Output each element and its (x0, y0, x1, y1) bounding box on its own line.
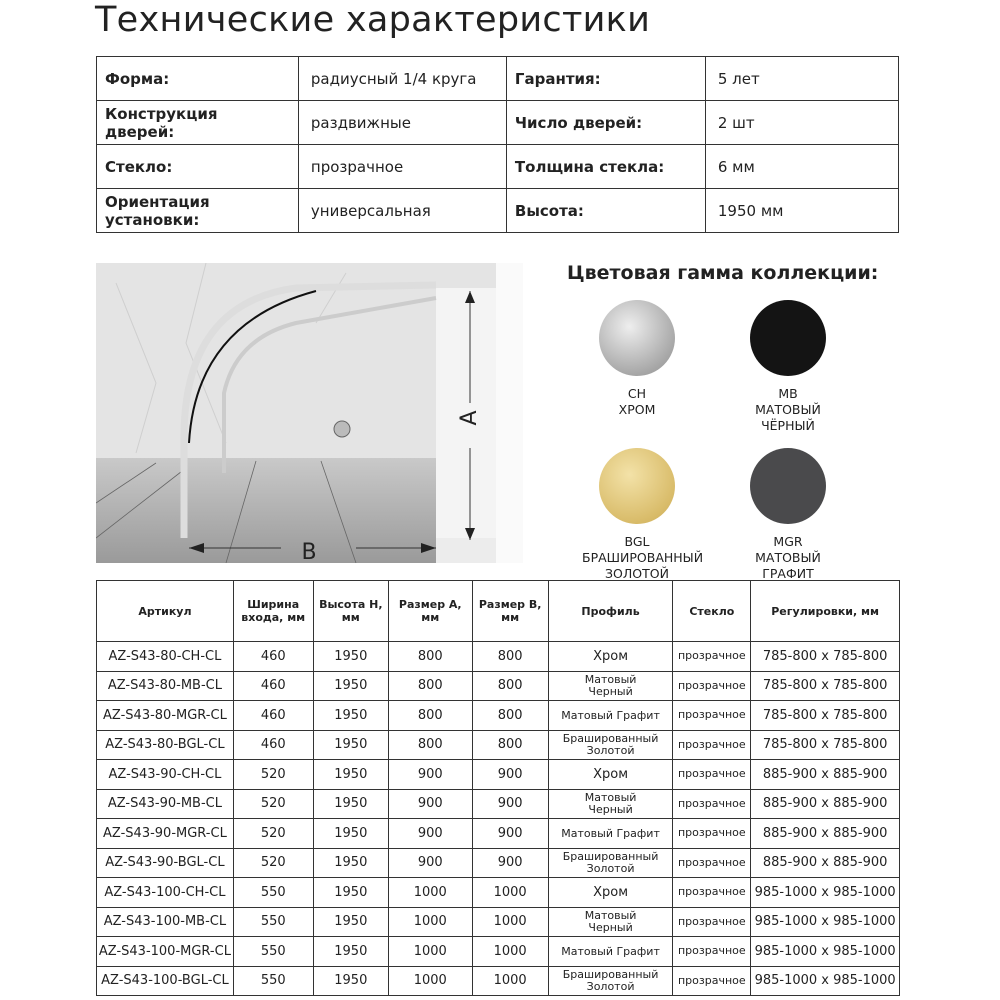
table-cell: 520 (233, 789, 313, 819)
models-table (96, 580, 900, 996)
table-cell: AZ-S43-90-BGL-CL (97, 848, 234, 878)
table-cell: прозрачное (673, 848, 751, 878)
table-cell: AZ-S43-80-CH-CL (97, 642, 234, 672)
table-cell: Матовый Графит (548, 819, 673, 849)
spec-key: Конструкция дверей: (97, 101, 299, 145)
spec-value: 5 лет (705, 57, 898, 101)
dimension-b-label: B (301, 540, 317, 563)
table-cell: 800 (389, 701, 473, 731)
table-cell: Брашированный Золотой (548, 730, 673, 760)
table-cell: 900 (389, 848, 473, 878)
spec-value: радиусный 1/4 круга (298, 57, 506, 101)
table-cell: 900 (472, 819, 548, 849)
table-row (97, 937, 900, 967)
table-cell: 520 (233, 760, 313, 790)
table-cell: 985-1000 x 985-1000 (751, 878, 900, 908)
table-cell: 885-900 x 885-900 (751, 760, 900, 790)
spec-key: Гарантия: (506, 57, 705, 101)
table-cell: 900 (472, 789, 548, 819)
table-row (97, 878, 900, 908)
table-cell: 1950 (313, 819, 388, 849)
column-header: Регулировки, мм (751, 581, 900, 642)
table-cell: прозрачное (673, 789, 751, 819)
table-row (97, 907, 900, 937)
spec-value: 1950 мм (705, 189, 898, 233)
color-name: БРАШИРОВАННЫЙ ЗОЛОТОЙ (582, 550, 704, 581)
table-cell: 1000 (472, 907, 548, 937)
table-cell: 1950 (313, 642, 388, 672)
table-cell: 550 (233, 907, 313, 937)
table-cell: 900 (389, 789, 473, 819)
table-cell: AZ-S43-100-CH-CL (97, 878, 234, 908)
table-cell: AZ-S43-80-MB-CL (97, 671, 234, 701)
table-cell: 800 (389, 730, 473, 760)
colors-title: Цветовая гамма коллекции: (567, 262, 879, 284)
table-cell: прозрачное (673, 730, 751, 760)
color-swatch (713, 300, 863, 434)
spec-row (97, 101, 899, 145)
table-cell: 900 (472, 760, 548, 790)
color-swatch (713, 448, 863, 582)
table-cell: 800 (389, 671, 473, 701)
column-header: Размер В, мм (472, 581, 548, 642)
color-name: МАТОВЫЙ ЧЁРНЫЙ (755, 402, 821, 433)
column-header: Стекло (673, 581, 751, 642)
table-cell: Матовый Черный (548, 671, 673, 701)
table-cell: 550 (233, 966, 313, 996)
table-cell: 1950 (313, 789, 388, 819)
color-name: МАТОВЫЙ ГРАФИТ (755, 550, 821, 581)
table-cell: Хром (548, 642, 673, 672)
table-cell: прозрачное (673, 760, 751, 790)
table-cell: 885-900 x 885-900 (751, 819, 900, 849)
table-cell: 1950 (313, 730, 388, 760)
spec-value: раздвижные (298, 101, 506, 145)
table-row (97, 671, 900, 701)
color-circle (750, 300, 826, 376)
table-cell: 985-1000 x 985-1000 (751, 937, 900, 967)
table-cell: 550 (233, 878, 313, 908)
table-cell: Хром (548, 878, 673, 908)
table-cell: 785-800 x 785-800 (751, 671, 900, 701)
column-header: Размер А, мм (389, 581, 473, 642)
color-code: MB (778, 386, 798, 401)
color-name: ХРОМ (618, 402, 656, 417)
table-row (97, 760, 900, 790)
table-cell: 1000 (472, 937, 548, 967)
table-cell: Матовый Черный (548, 907, 673, 937)
table-row (97, 730, 900, 760)
spec-key: Число дверей: (506, 101, 705, 145)
table-cell: AZ-S43-100-MGR-CL (97, 937, 234, 967)
column-header: Ширина входа, мм (233, 581, 313, 642)
column-header: Артикул (97, 581, 234, 642)
dimension-a-label: A (457, 410, 482, 426)
table-cell: Хром (548, 760, 673, 790)
table-cell: 1000 (389, 907, 473, 937)
table-row (97, 701, 900, 731)
table-cell: прозрачное (673, 642, 751, 672)
table-cell: 800 (472, 730, 548, 760)
table-cell: 1950 (313, 760, 388, 790)
table-cell: 800 (389, 642, 473, 672)
table-cell: 800 (472, 701, 548, 731)
color-code: MGR (773, 534, 803, 549)
table-cell: прозрачное (673, 907, 751, 937)
table-cell: AZ-S43-100-BGL-CL (97, 966, 234, 996)
spec-row (97, 189, 899, 233)
table-cell: 1950 (313, 878, 388, 908)
table-cell: 785-800 x 785-800 (751, 730, 900, 760)
color-circle (599, 300, 675, 376)
spec-row (97, 145, 899, 189)
table-cell: 460 (233, 701, 313, 731)
table-cell: 1950 (313, 701, 388, 731)
table-cell: 1950 (313, 671, 388, 701)
table-cell: 785-800 x 785-800 (751, 701, 900, 731)
page-title: Технические характеристики (95, 0, 651, 40)
table-cell: 800 (472, 671, 548, 701)
color-code: BGL (624, 534, 650, 549)
table-cell: AZ-S43-100-MB-CL (97, 907, 234, 937)
table-cell: 985-1000 x 985-1000 (751, 907, 900, 937)
table-row (97, 966, 900, 996)
table-cell: AZ-S43-90-CH-CL (97, 760, 234, 790)
table-cell: прозрачное (673, 701, 751, 731)
table-cell: 520 (233, 848, 313, 878)
table-cell: 885-900 x 885-900 (751, 848, 900, 878)
table-cell: 900 (389, 819, 473, 849)
table-cell: прозрачное (673, 937, 751, 967)
color-swatch (562, 300, 712, 418)
spec-value: 2 шт (705, 101, 898, 145)
table-cell: AZ-S43-80-MGR-CL (97, 701, 234, 731)
table-cell: AZ-S43-90-MGR-CL (97, 819, 234, 849)
spec-table (96, 56, 899, 233)
table-cell: Матовый Графит (548, 701, 673, 731)
table-cell: 460 (233, 671, 313, 701)
table-cell: прозрачное (673, 819, 751, 849)
spec-key: Ориентация установки: (97, 189, 299, 233)
table-cell: 520 (233, 819, 313, 849)
spec-key: Толщина стекла: (506, 145, 705, 189)
table-cell: 900 (389, 760, 473, 790)
spec-value: 6 мм (705, 145, 898, 189)
table-cell: 460 (233, 642, 313, 672)
spec-key: Высота: (506, 189, 705, 233)
table-cell: 550 (233, 937, 313, 967)
table-cell: 800 (472, 642, 548, 672)
table-cell: AZ-S43-90-MB-CL (97, 789, 234, 819)
table-cell: 1950 (313, 937, 388, 967)
table-row (97, 819, 900, 849)
table-row (97, 848, 900, 878)
spec-row (97, 57, 899, 101)
table-cell: Брашированный Золотой (548, 848, 673, 878)
table-cell: 1950 (313, 966, 388, 996)
table-row (97, 789, 900, 819)
table-cell: Матовый Графит (548, 937, 673, 967)
table-cell: 1000 (389, 966, 473, 996)
table-cell: Матовый Черный (548, 789, 673, 819)
table-cell: 900 (472, 848, 548, 878)
table-cell: 1000 (472, 878, 548, 908)
table-cell: прозрачное (673, 966, 751, 996)
table-cell: прозрачное (673, 878, 751, 908)
table-cell: 1950 (313, 907, 388, 937)
spec-key: Форма: (97, 57, 299, 101)
color-circle (750, 448, 826, 524)
table-cell: 1950 (313, 848, 388, 878)
table-cell: прозрачное (673, 671, 751, 701)
table-row (97, 642, 900, 672)
column-header: Высота H, мм (313, 581, 388, 642)
spec-value: прозрачное (298, 145, 506, 189)
shower-diagram-image (96, 263, 523, 563)
table-cell: 1000 (389, 878, 473, 908)
table-cell: AZ-S43-80-BGL-CL (97, 730, 234, 760)
table-cell: 985-1000 x 985-1000 (751, 966, 900, 996)
color-swatch (562, 448, 712, 582)
table-cell: 460 (233, 730, 313, 760)
table-cell: 885-900 x 885-900 (751, 789, 900, 819)
table-cell: Брашированный Золотой (548, 966, 673, 996)
color-code: CH (627, 386, 647, 401)
color-circle (599, 448, 675, 524)
table-cell: 1000 (389, 937, 473, 967)
column-header: Профиль (548, 581, 673, 642)
spec-value: универсальная (298, 189, 506, 233)
table-cell: 1000 (472, 966, 548, 996)
table-cell: 785-800 x 785-800 (751, 642, 900, 672)
spec-key: Стекло: (97, 145, 299, 189)
